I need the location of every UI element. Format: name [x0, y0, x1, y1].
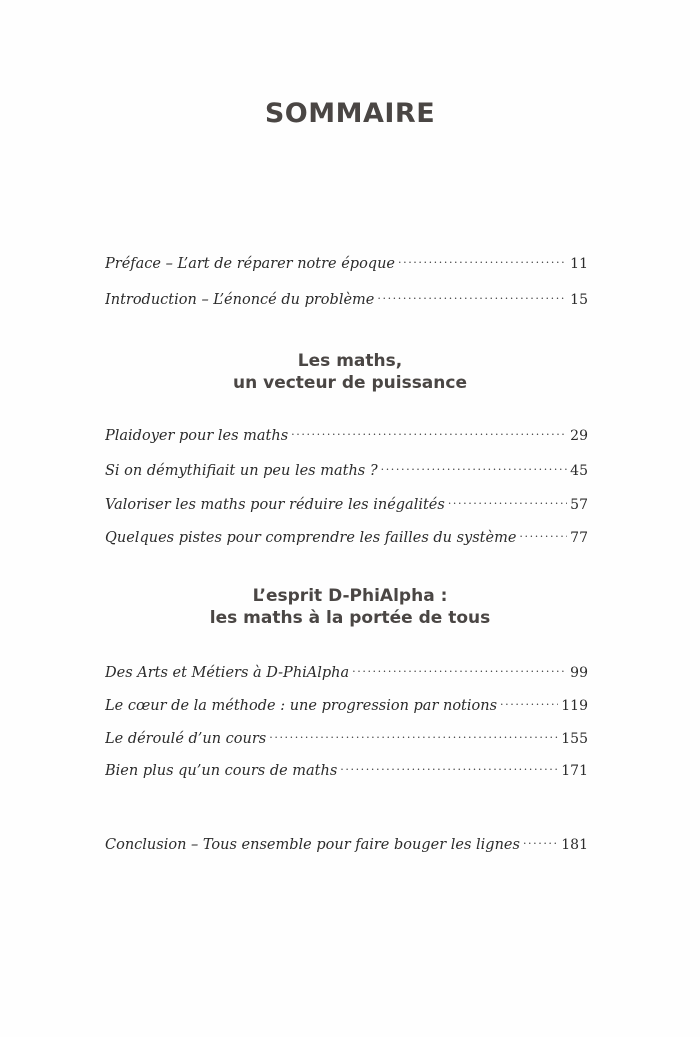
toc-page-number: 11 — [570, 256, 588, 272]
section-heading-line-1: Les maths, — [297, 351, 403, 371]
dot-leader — [352, 657, 567, 677]
section-heading-les-maths — [0, 350, 700, 394]
toc-entry-label: Introduction – L’énoncé du problème — [105, 292, 375, 308]
toc-entry[interactable] — [105, 657, 588, 683]
toc-page-number: 57 — [570, 497, 588, 513]
toc-page-number: 15 — [570, 292, 588, 308]
section-heading-line-2: un vecteur de puissance — [232, 373, 467, 393]
toc-entry[interactable] — [105, 755, 588, 781]
section-heading-line-1: L’esprit D-PhiAlpha : — [252, 586, 448, 606]
toc-page-number: 171 — [561, 763, 588, 779]
page-title: SOMMAIRE — [264, 98, 436, 129]
dot-leader — [519, 522, 567, 542]
dot-leader — [523, 829, 558, 849]
toc-entry-introduction[interactable] — [105, 284, 588, 310]
toc-page-number: 99 — [570, 665, 588, 681]
toc-entry-label: Bien plus qu’un cours de maths — [105, 763, 338, 779]
toc-page-number: 181 — [561, 837, 588, 853]
toc-entry-label: Le cœur de la méthode : une progression par notions — [105, 698, 498, 714]
toc-entry[interactable] — [105, 489, 588, 515]
toc-entry-label: Conclusion – Tous ensemble pour faire bouger les lignes — [105, 837, 520, 853]
section-heading-esprit-d-phialpha — [0, 585, 700, 629]
dot-leader — [500, 690, 558, 710]
toc-entry[interactable] — [105, 420, 588, 446]
toc-entry[interactable] — [105, 723, 588, 749]
dot-leader — [269, 723, 558, 743]
toc-entry-label: Préface – L’art de réparer notre époque — [105, 256, 395, 272]
toc-entry[interactable] — [105, 455, 588, 481]
toc-entry-preface[interactable] — [105, 248, 588, 274]
toc-entry-label: Plaidoyer pour les maths — [105, 428, 289, 444]
toc-page-number: 155 — [561, 731, 588, 747]
toc-entry-label: Valoriser les maths pour réduire les inégalités — [105, 497, 445, 513]
toc-entry-label: Des Arts et Métiers à D-PhiAlpha — [105, 665, 350, 681]
toc-entry-label: Quelques pistes pour comprendre les failles du système — [105, 530, 517, 546]
toc-entry[interactable] — [105, 690, 588, 716]
section-heading-line-2: les maths à la portée de tous — [209, 608, 491, 628]
toc-page-number: 77 — [570, 530, 588, 546]
dot-leader — [448, 489, 567, 509]
toc-entry-conclusion[interactable] — [105, 829, 588, 855]
toc-page-number: 119 — [561, 698, 588, 714]
dot-leader — [340, 755, 558, 775]
dot-leader — [398, 248, 567, 268]
dot-leader — [381, 455, 568, 475]
dot-leader — [291, 420, 567, 440]
toc-page-number: 45 — [570, 463, 588, 479]
toc-page-number: 29 — [570, 428, 588, 444]
toc-entry[interactable] — [105, 522, 588, 548]
toc-entry-label: Le déroulé d’un cours — [105, 731, 267, 747]
toc-entry-label: Si on démythifiait un peu les maths ? — [105, 463, 378, 479]
dot-leader — [377, 284, 567, 304]
